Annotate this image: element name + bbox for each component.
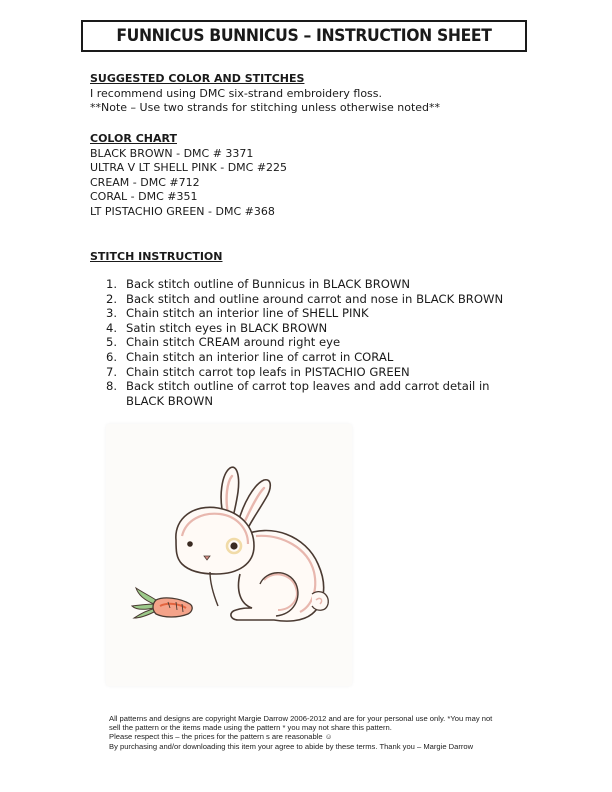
title-box [81, 20, 527, 52]
stitch-step [106, 350, 503, 365]
color-chart-item: CREAM - DMC #712 [90, 175, 200, 189]
bunny-embroidery-illustration [106, 424, 352, 686]
stitch-step [106, 379, 503, 394]
step-text: Chain stitch CREAM around right eye [126, 335, 341, 350]
bunny-left-eye [187, 541, 193, 547]
suggested-heading: SUGGESTED COLOR AND STITCHES [90, 72, 305, 85]
color-chart-item: BLACK BROWN - DMC # 3371 [90, 146, 254, 160]
step-text: Back stitch and outline around carrot and nose in BLACK BROWN [126, 291, 504, 306]
step-number: 1. [106, 277, 118, 291]
step-number: 8. [106, 379, 118, 394]
step-text: Back stitch outline of Bunnicus in BLACK BROWN [126, 277, 411, 291]
page-title: FUNNICUS BUNNICUS – INSTRUCTION SHEET [116, 26, 492, 46]
stitch-step [106, 306, 503, 321]
color-chart-item: LT PISTACHIO GREEN - DMC #368 [90, 204, 275, 218]
stitch-instruction-section [90, 250, 222, 265]
suggested-section [90, 72, 440, 116]
stitch-instruction-heading: STITCH INSTRUCTION [90, 250, 223, 263]
step-text: Satin stitch eyes in BLACK BROWN [126, 320, 328, 335]
footer-line-4: By purchasing and/or downloading this item your agree to abide by these terms. Thank you – Margie Darrow [109, 741, 474, 751]
color-chart-heading: COLOR CHART [90, 132, 177, 145]
step-number: 2. [106, 291, 118, 306]
footer-line-1: All patterns and designs are copyright Margie Darrow 2006-2012 and are for your personal use only. *You may not [109, 714, 493, 723]
step-number: 3. [106, 306, 118, 321]
step-text: Chain stitch carrot top leafs in PISTACHIO GREEN [126, 364, 410, 379]
stitch-step [106, 365, 503, 380]
footer-line-2: sell the pattern or the items made using the pattern * you may not share this pattern. [109, 723, 392, 733]
bunny-right-eye [230, 542, 237, 549]
stitch-step [106, 321, 503, 336]
suggested-line-2: **Note – Use two strands for stitching unless otherwise noted** [90, 101, 441, 114]
stitch-step [106, 277, 503, 292]
bunny-drawing [106, 424, 352, 686]
step-text: Chain stitch an interior line of carrot in CORAL [126, 349, 394, 364]
stitch-steps-list [106, 277, 503, 408]
bunny-tail [312, 592, 328, 611]
color-chart-item: CORAL - DMC #351 [90, 190, 198, 203]
color-chart-item: ULTRA V LT SHELL PINK - DMC #225 [90, 161, 288, 174]
step-number: 7. [106, 364, 118, 379]
footer-line-3: Please respect this – the prices for the pattern s are reasonable ☺ [109, 732, 333, 742]
copyright-footer [109, 714, 492, 751]
stitch-step [106, 335, 503, 350]
step-text: Chain stitch an interior line of SHELL PINK [126, 306, 369, 321]
step-number: 4. [106, 320, 118, 335]
carrot-leaf [136, 588, 156, 604]
color-chart-section [90, 132, 287, 219]
step-number: 5. [106, 335, 118, 350]
suggested-line-1: I recommend using DMC six-strand embroidery floss. [90, 86, 383, 100]
step-text: Back stitch outline of carrot top leaves and add carrot detail in [126, 379, 490, 394]
step-text-continuation: BLACK BROWN [126, 393, 214, 408]
step-number: 6. [106, 349, 118, 364]
bunny-front-paw [210, 572, 218, 606]
stitch-step [106, 292, 503, 307]
stitch-step-continuation [106, 394, 503, 409]
